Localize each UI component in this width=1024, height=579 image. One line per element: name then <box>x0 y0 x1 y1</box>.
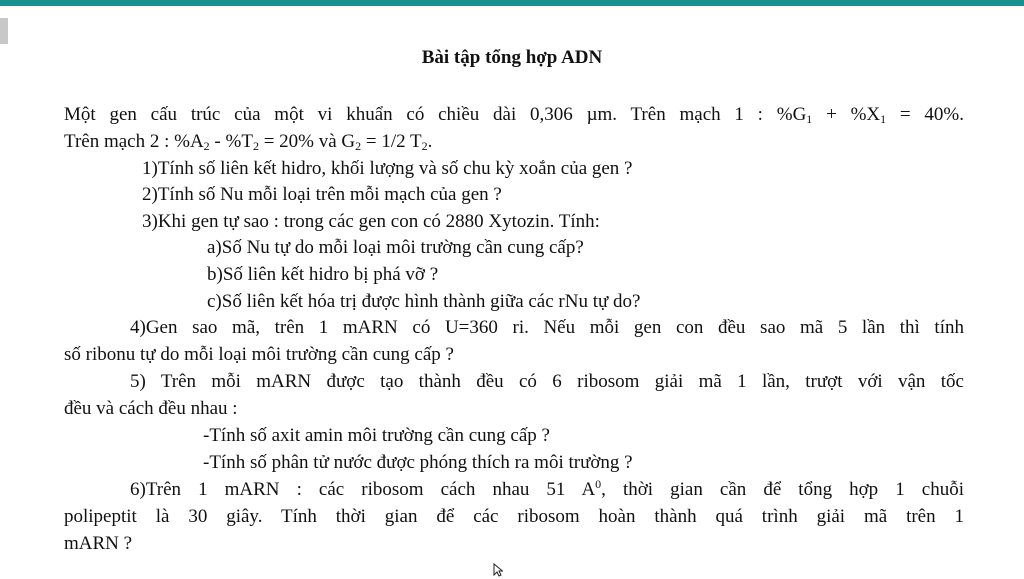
intro-line-2: Trên mạch 2 : $\%A_2 - \%T_2 = 20\%$ và $G_2 = 1/2$ $T_2$. <box>64 131 433 153</box>
question-3c: c)Số liên kết hóa trị được hình thành giữa các rNu tự do? <box>207 291 641 312</box>
mouse-pointer-icon <box>493 563 503 577</box>
question-6-line-3: mARN ? <box>64 533 133 554</box>
question-4-line-1: 4)Gen sao mã, trên 1 mARN có U=360 ri. Nếu mỗi gen con đều sao mã 5 lần thì tính <box>130 317 964 338</box>
question-3a: a)Số Nu tự do mỗi loại môi trường cần cung cấp? <box>207 237 584 258</box>
question-5-line-2: đều và cách đều nhau : <box>64 398 238 419</box>
question-3: 3)Khi gen tự sao : trong các gen con có 2880 Xytozin. Tính: <box>142 211 600 232</box>
question-5b: -Tính số phân tử nước được phóng thích ra môi trường ? <box>203 452 633 473</box>
question-6-line-2: polipeptit là 30 giây. Tính thời gian để các ribosom hoàn thành quá trình giải mã trên 1 <box>64 506 964 527</box>
question-5-line-1: 5) Trên mỗi mARN được tạo thành đều có 6 ribosom giải mã 1 lần, trượt với vận tốc <box>130 371 964 392</box>
question-3b: b)Số liên kết hidro bị phá vỡ ? <box>207 264 439 285</box>
window-top-bar <box>0 0 1024 6</box>
question-5a: -Tính số axit amin môi trường cần cung cấp ? <box>203 425 550 446</box>
question-4-line-2: số ribonu tự do mỗi loại môi trường cần cung cấp ? <box>64 344 454 365</box>
question-6-line-1: 6)Trên 1 mARN : các ribosom cách nhau 51 $A^0$, thời gian cần để tổng hợp 1 chuỗi <box>130 477 965 500</box>
page-edge-marker <box>0 18 8 44</box>
question-2: 2)Tính số Nu mỗi loại trên mỗi mạch của gen ? <box>142 184 502 205</box>
intro-line-1: Một gen cấu trúc của một vi khuẩn có chiều dài 0,306 µm. Trên mạch 1 : $\%G_1 + \%X_1 = 40\%$. <box>64 104 964 126</box>
document-title: Bài tập tổng hợp ADN <box>421 47 603 68</box>
question-1: 1)Tính số liên kết hidro, khối lượng và số chu kỳ xoắn của gen ? <box>142 158 633 179</box>
